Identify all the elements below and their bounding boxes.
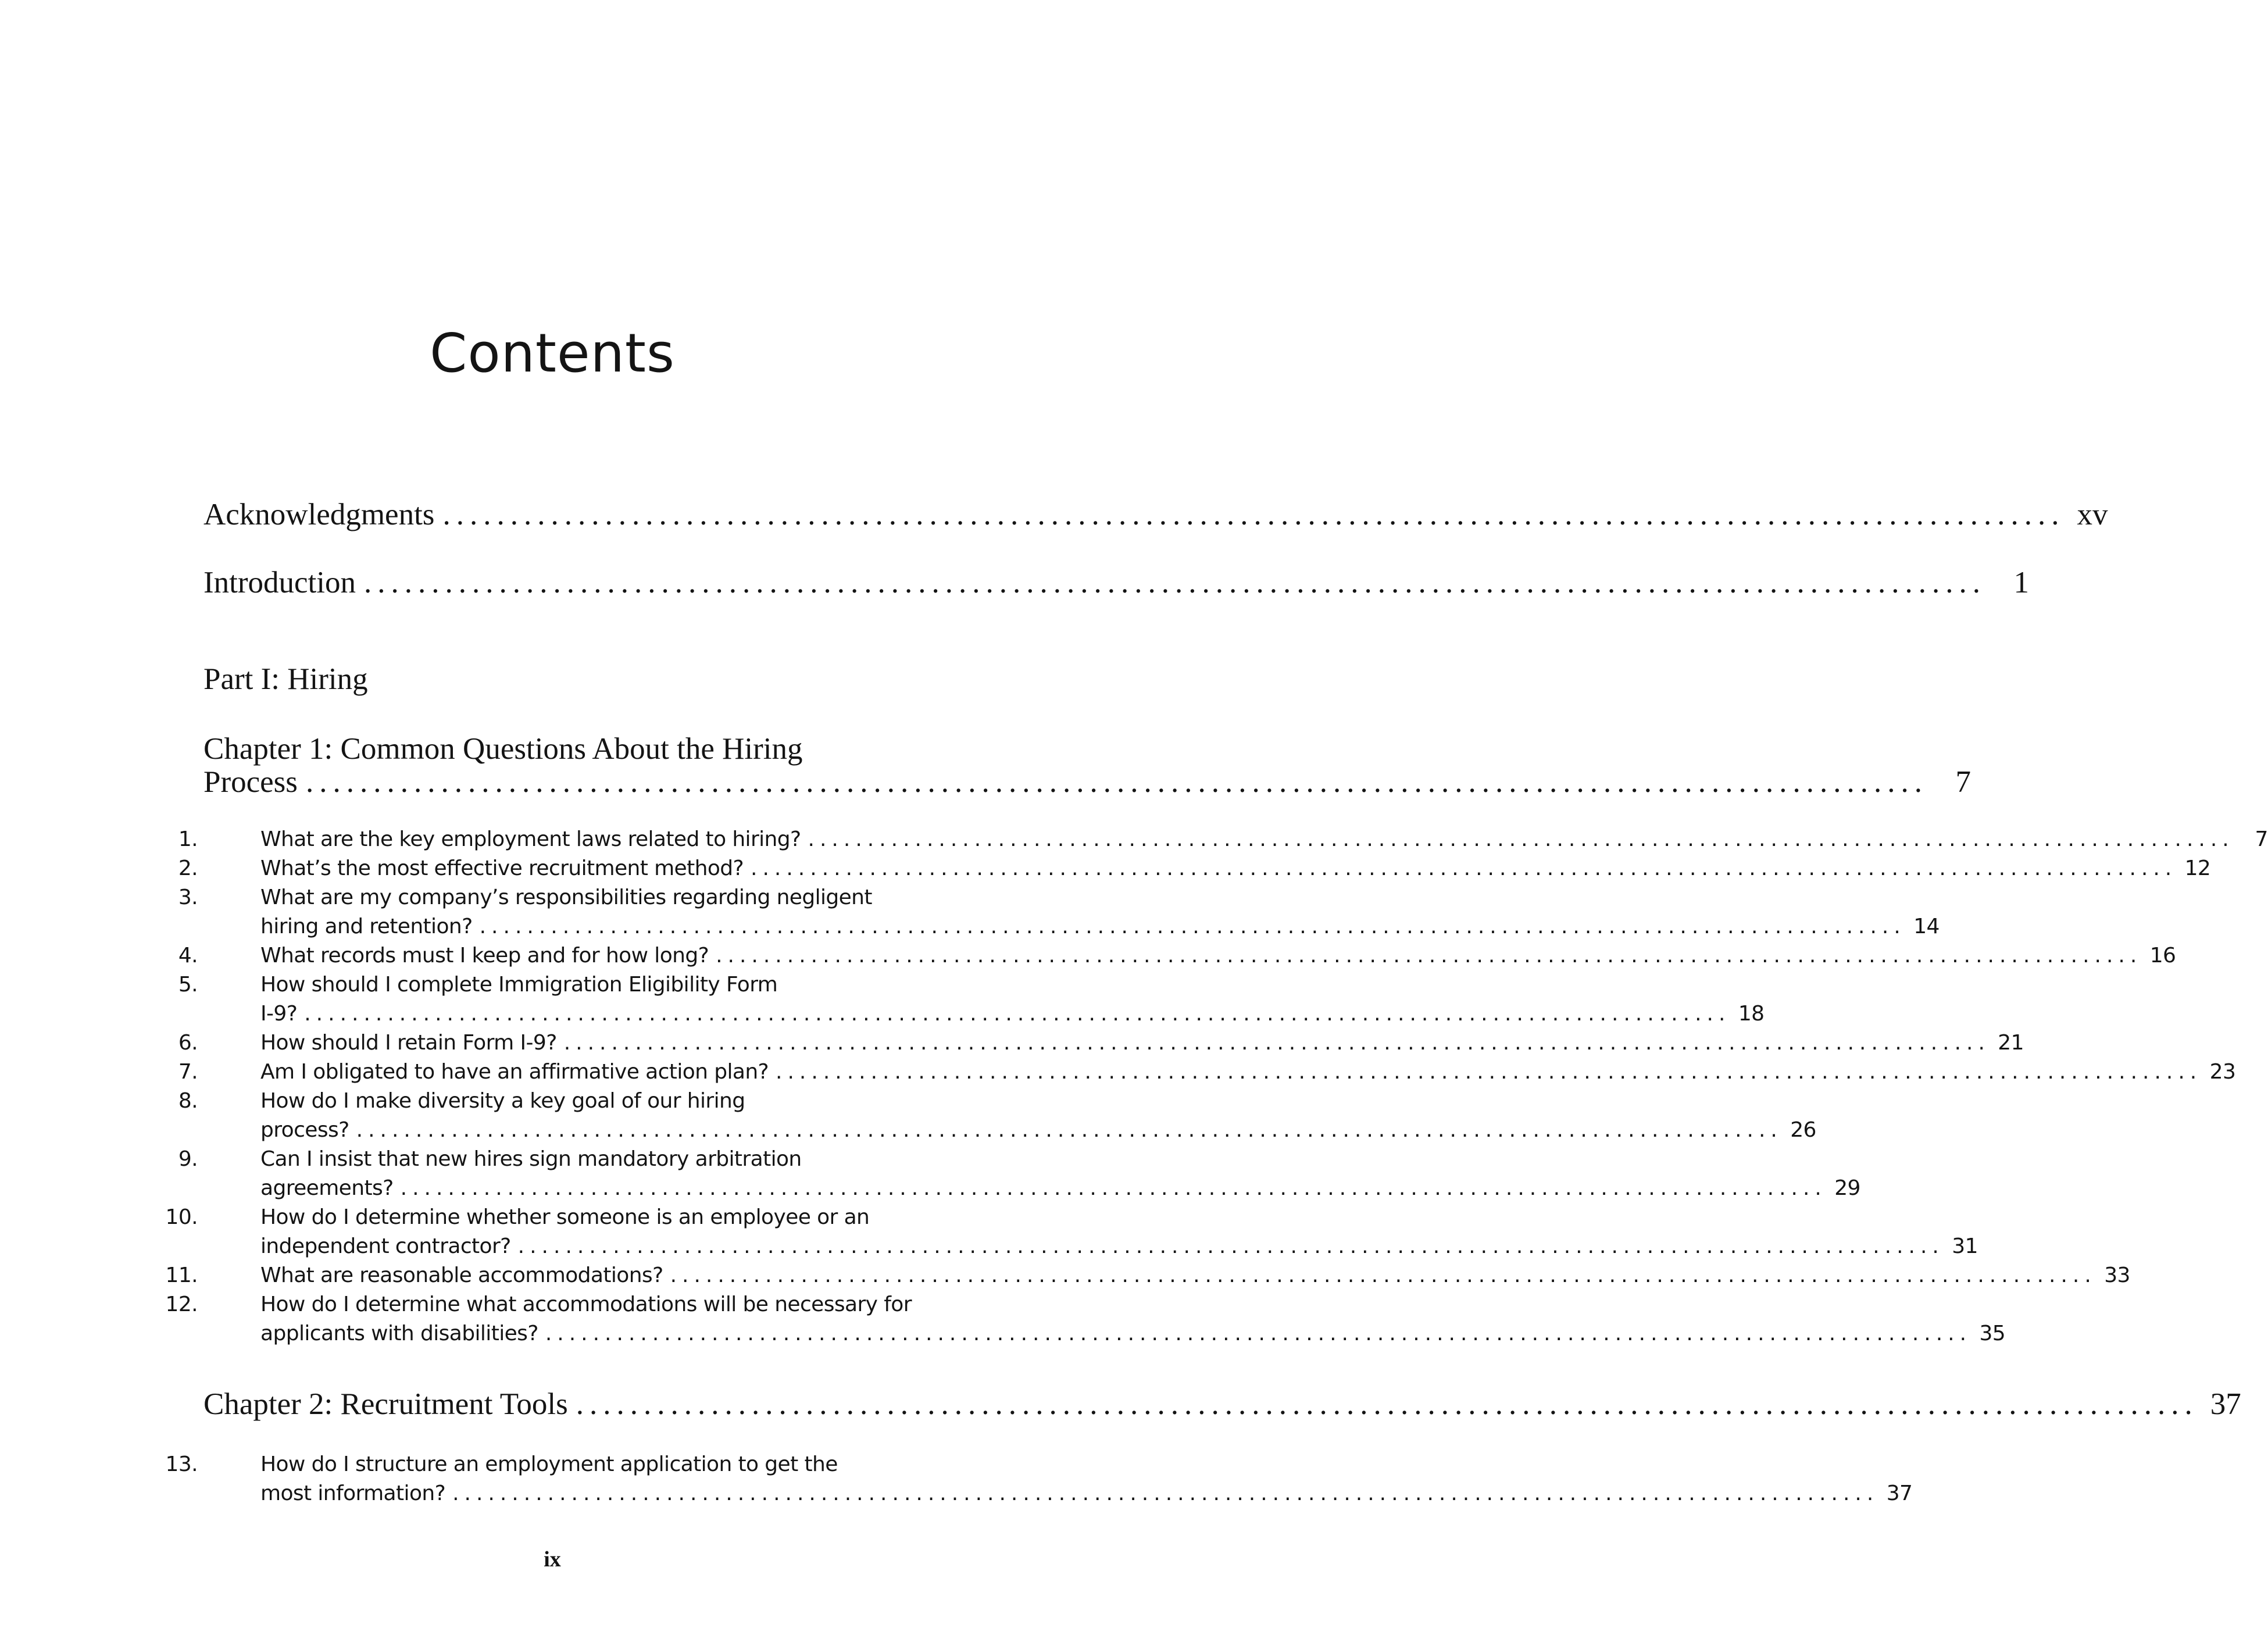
question-text: Am I obligated to have an affirmative action plan? — [260, 1060, 769, 1084]
toc-question-5-continued[interactable] — [203, 1000, 1765, 1028]
part-heading — [203, 662, 994, 697]
toc-question-1[interactable] — [178, 826, 2268, 854]
page-folio: ix — [544, 1547, 561, 1572]
toc-question-3-continued[interactable] — [203, 913, 1940, 941]
question-number: 5. — [178, 973, 198, 997]
toc-question-9[interactable] — [178, 1145, 1051, 1173]
toc-page-number: 1 — [2013, 566, 2029, 599]
question-number: 10. — [165, 1205, 198, 1229]
toc-question-13[interactable] — [165, 1451, 1051, 1479]
question-text-continued: independent contractor? — [260, 1234, 511, 1258]
question-number: 6. — [178, 1031, 198, 1055]
toc-question-4[interactable] — [178, 942, 2176, 970]
toc-entry-title: Introduction — [203, 566, 356, 599]
toc-page-number: 26 — [1790, 1118, 1816, 1142]
chapter-1-heading-line1[interactable] — [203, 731, 994, 766]
question-text-continued: hiring and retention? — [260, 915, 473, 938]
toc-question-10-continued[interactable] — [203, 1233, 1978, 1261]
dot-leader: ........................................................................................................................ — [400, 1176, 1827, 1200]
toc-question-8-continued[interactable] — [203, 1116, 1816, 1144]
toc-page-number: 37 — [1886, 1481, 1913, 1505]
chapter-1-heading-line2[interactable] — [203, 765, 1971, 799]
question-text: How do I structure an employment application to get the — [260, 1452, 838, 1476]
question-text: What’s the most effective recruitment method? — [260, 856, 744, 880]
toc-page-number: 29 — [1834, 1176, 1860, 1200]
question-text: What records must I keep and for how long? — [260, 944, 709, 967]
part-title: Part I: Hiring — [203, 662, 368, 696]
toc-question-8[interactable] — [178, 1087, 1051, 1115]
toc-question-12[interactable] — [165, 1291, 1051, 1319]
dot-leader: ........................................................................................................................ — [716, 944, 2142, 967]
question-text: How should I complete Immigration Eligibility Form — [260, 973, 778, 997]
dot-leader: ........................................................................................................................ — [563, 1031, 1990, 1055]
toc-page-number: 31 — [1952, 1234, 1978, 1258]
dot-leader: ........................................................................................................................ — [479, 915, 1906, 938]
toc-entry-introduction[interactable] — [203, 565, 2029, 600]
question-text: How do I determine whether someone is an employee or an — [260, 1205, 870, 1229]
toc-page-number: 33 — [2104, 1263, 2130, 1287]
question-number: 12. — [165, 1293, 198, 1316]
chapter-title: Chapter 1: Common Questions About the Hiring — [203, 732, 803, 766]
chapter-2-heading[interactable] — [203, 1387, 2241, 1422]
toc-entry-title: Acknowledgments — [203, 498, 435, 531]
question-text: How do I make diversity a key goal of our hiring — [260, 1089, 745, 1113]
dot-leader: ........................................................................................................................ — [517, 1234, 1944, 1258]
dot-leader: ........................................................................................................................ — [751, 856, 2177, 880]
toc-page-number: 7 — [2255, 827, 2268, 851]
toc-question-9-continued[interactable] — [203, 1174, 1860, 1202]
dot-leader: ........................................................................................................................ — [670, 1263, 2096, 1287]
toc-question-5[interactable] — [178, 971, 1051, 999]
toc-page-number: 37 — [2210, 1387, 2241, 1421]
question-text: What are my company’s responsibilities regarding negligent — [260, 886, 872, 909]
question-number: 13. — [165, 1452, 198, 1476]
question-text: What are reasonable accommodations? — [260, 1263, 663, 1287]
toc-question-11[interactable] — [165, 1262, 2130, 1290]
dot-leader: ........................................................................................................................ — [356, 1118, 1783, 1142]
dot-leader: ........................................................................................................................ — [452, 1481, 1879, 1505]
chapter-title: Chapter 2: Recruitment Tools — [203, 1387, 568, 1421]
toc-page-number: 35 — [1979, 1322, 2006, 1345]
question-number: 3. — [178, 886, 198, 909]
question-number: 8. — [178, 1089, 198, 1113]
chapter-title-continued: Process — [203, 765, 298, 799]
question-number: 11. — [165, 1263, 198, 1287]
toc-page-number: xv — [2077, 498, 2108, 531]
toc-question-7[interactable] — [178, 1058, 2236, 1086]
question-text: What are the key employment laws related to hiring? — [260, 827, 801, 851]
question-number: 9. — [178, 1147, 198, 1171]
toc-entry-acknowledgments[interactable] — [203, 497, 2108, 532]
toc-page-number: 12 — [2184, 856, 2211, 880]
question-text-continued: agreements? — [260, 1176, 394, 1200]
question-text-continued: most information? — [260, 1481, 446, 1505]
dot-leader: ........................................................................................................................ — [808, 827, 2234, 851]
question-number: 7. — [178, 1060, 198, 1084]
dot-leader: ........................................................................................................................ — [776, 1060, 2202, 1084]
question-text-continued: process? — [260, 1118, 349, 1142]
dot-leader: ........................................................................................................................ — [304, 1002, 1731, 1026]
question-text: How do I determine what accommodations will be necessary for — [260, 1293, 912, 1316]
dot-leader: ........................................................................................................................ — [576, 1387, 2198, 1421]
question-number: 1. — [178, 827, 198, 851]
toc-page-number: 14 — [1913, 915, 1940, 938]
toc-question-2[interactable] — [178, 855, 2211, 883]
question-text: How should I retain Form I-9? — [260, 1031, 557, 1055]
dot-leader: ........................................................................................................................ — [442, 498, 2065, 531]
question-text-continued: applicants with disabilities? — [260, 1322, 538, 1345]
toc-question-10[interactable] — [165, 1204, 1051, 1231]
dot-leader: ........................................................................................................................ — [305, 765, 1928, 799]
question-text: Can I insist that new hires sign mandatory arbitration — [260, 1147, 802, 1171]
toc-page-number: 21 — [1998, 1031, 2024, 1055]
question-number: 4. — [178, 944, 198, 967]
toc-page-number: 16 — [2149, 944, 2176, 967]
toc-question-3[interactable] — [178, 884, 1051, 912]
question-number: 2. — [178, 856, 198, 880]
dot-leader: ........................................................................................................................ — [364, 566, 1986, 599]
toc-page-number: 7 — [1955, 765, 1971, 799]
toc-question-13-continued[interactable] — [203, 1480, 1913, 1508]
question-text-continued: I-9? — [260, 1002, 298, 1026]
toc-page-number: 23 — [2209, 1060, 2236, 1084]
toc-question-6[interactable] — [178, 1029, 2024, 1057]
dot-leader: ........................................................................................................................ — [545, 1322, 1972, 1345]
toc-question-12-continued[interactable] — [203, 1320, 2006, 1348]
toc-page-number: 18 — [1738, 1002, 1765, 1026]
page-title: Contents — [430, 322, 675, 384]
